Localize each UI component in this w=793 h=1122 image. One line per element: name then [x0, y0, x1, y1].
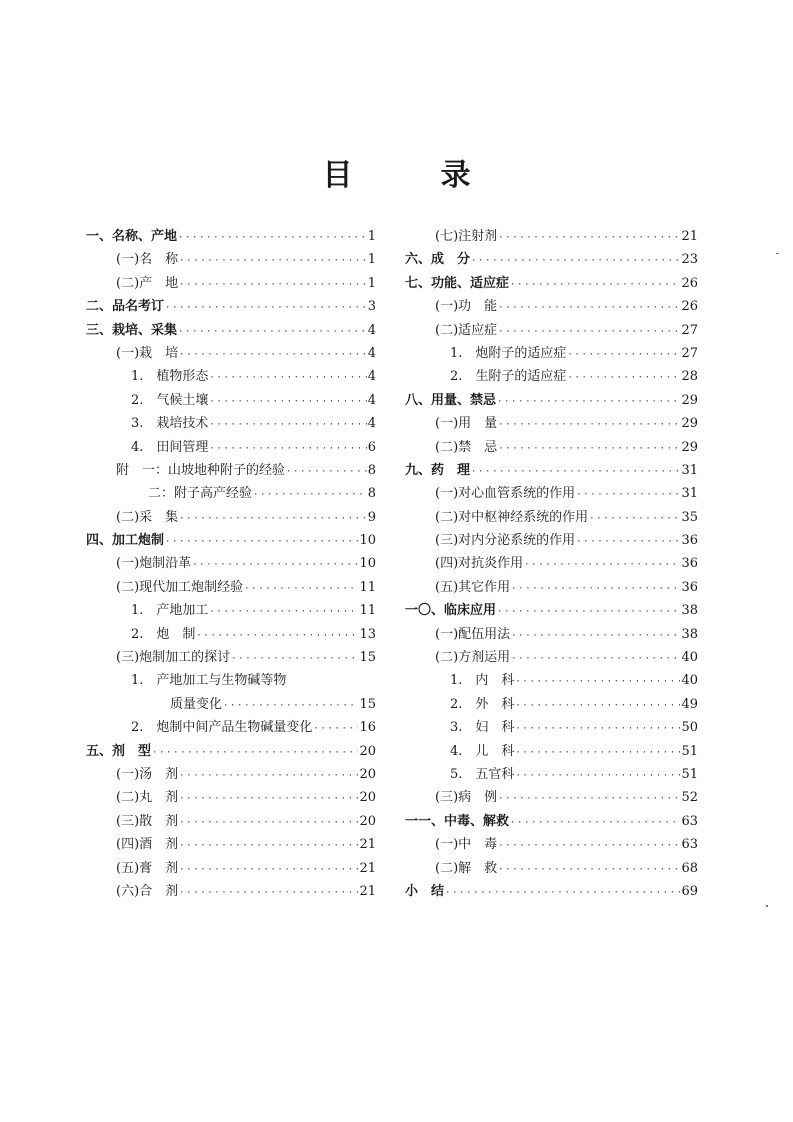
toc-entry-page: 63	[681, 837, 698, 853]
toc-entry-page: 69	[681, 883, 698, 899]
toc-entry-page: 8	[367, 462, 376, 478]
toc-entry[interactable]	[86, 248, 376, 271]
toc-entry[interactable]	[405, 389, 698, 412]
toc-entry[interactable]	[86, 506, 376, 529]
toc-entry[interactable]	[405, 436, 698, 459]
title-char-2: 录	[440, 158, 471, 193]
toc-entry-page: 38	[681, 603, 698, 619]
toc-entry[interactable]	[86, 763, 376, 786]
toc-entry-label: 4. 田间管理	[131, 439, 209, 455]
toc-entry[interactable]	[86, 716, 376, 739]
dot-leader	[209, 599, 358, 622]
dot-leader	[589, 506, 680, 529]
toc-entry-label: (二)方剂运用	[435, 650, 511, 666]
dot-leader	[498, 295, 680, 318]
toc-entry-page: 1	[367, 275, 376, 291]
toc-entry-page: 1	[367, 252, 376, 268]
toc-entry-page: 52	[681, 790, 698, 806]
dot-leader	[498, 833, 680, 856]
toc-entry-page: 10	[359, 556, 376, 572]
toc-entry-page: 15	[359, 696, 376, 712]
dot-leader	[498, 225, 680, 248]
toc-entry[interactable]	[405, 669, 698, 692]
toc-entry[interactable]	[405, 482, 698, 505]
scan-speck	[766, 905, 768, 907]
dot-leader	[179, 880, 358, 903]
toc-entry[interactable]	[405, 599, 698, 622]
toc-entry-label: 小 结	[405, 883, 445, 899]
toc-entry[interactable]	[86, 693, 376, 716]
toc-entry-page: 4	[367, 416, 376, 432]
toc-entry[interactable]	[405, 833, 698, 856]
toc-entry-page: 11	[359, 579, 376, 595]
toc-entry[interactable]	[86, 436, 376, 459]
toc-entry-label: 一〇、临床应用	[405, 603, 497, 619]
toc-entry-label: 3. 妇 科	[450, 720, 515, 736]
dot-leader	[178, 225, 367, 248]
toc-entry-page: 40	[681, 650, 698, 666]
toc-entry-label: 八、用量、禁忌	[405, 392, 497, 408]
toc-entry-page: 21	[359, 837, 376, 853]
dot-leader	[179, 763, 358, 786]
toc-entry-page: 38	[681, 626, 698, 642]
dot-leader	[567, 365, 680, 388]
toc-entry-label: (七)注射剂	[435, 229, 498, 244]
toc-entry-page: 11	[359, 603, 376, 619]
toc-entry-label: (五)膏 剂	[116, 860, 179, 876]
toc-entry-label: (二)解 救	[435, 860, 498, 876]
toc-entry-label: (二)适应症	[435, 322, 498, 338]
toc-entry-label: 二：附子高产经验	[148, 486, 253, 502]
dot-leader	[286, 459, 367, 482]
toc-entry-label: 1. 产地加工与生物碱等物	[131, 673, 287, 689]
dot-leader	[179, 272, 367, 295]
dot-leader	[223, 693, 358, 716]
toc-entry-page: 49	[681, 696, 698, 712]
toc-entry[interactable]	[86, 272, 376, 295]
toc-entry-label: 2. 炮制中间产品生物碱量变化	[131, 720, 313, 736]
toc-entry-label: 3. 栽培技术	[131, 416, 209, 432]
toc-entry[interactable]	[405, 272, 698, 295]
toc-entry-page: 20	[359, 743, 376, 759]
toc-entry-label: 附 一：山坡地种附子的经验	[116, 462, 286, 478]
toc-entry-page: 4	[367, 392, 376, 408]
toc-entry-page: 21	[681, 229, 698, 244]
toc-entry-page: 31	[681, 486, 698, 502]
toc-entry-label: 1. 炮附子的适应症	[450, 345, 567, 361]
toc-entry-page: 20	[359, 766, 376, 782]
dot-leader	[192, 552, 358, 575]
toc-entry[interactable]	[405, 763, 698, 786]
dot-leader	[511, 646, 680, 669]
dot-leader	[511, 623, 680, 646]
toc-entry[interactable]	[405, 365, 698, 388]
toc-entry-page: 9	[367, 509, 376, 525]
toc-entry-label: (二)采 集	[116, 509, 179, 525]
toc-entry-label: (一)汤 剂	[116, 766, 179, 782]
toc-entry[interactable]	[405, 880, 698, 903]
dot-leader	[471, 459, 680, 482]
dot-leader	[209, 436, 366, 459]
toc-entry-label: 1. 植物形态	[131, 369, 209, 385]
dot-leader	[445, 880, 680, 903]
toc-entry-label: (二)产 地	[116, 275, 179, 291]
toc-entry[interactable]	[405, 225, 698, 248]
toc-entry[interactable]	[86, 389, 376, 412]
toc-entry-label: 二、品名考订	[86, 299, 165, 315]
toc-entry[interactable]	[86, 623, 376, 646]
toc-entry-label: (二)对中枢神经系统的作用	[435, 509, 589, 525]
toc-entry-page: 29	[681, 439, 698, 455]
dot-leader	[231, 646, 358, 669]
toc-column-right	[405, 225, 698, 903]
toc-entry-label: (一)名 称	[116, 252, 179, 268]
toc-entry-label: 2. 气候土壤	[131, 392, 209, 408]
dot-leader	[165, 529, 358, 552]
toc-entry[interactable]	[405, 740, 698, 763]
dot-leader	[567, 342, 680, 365]
dot-leader	[209, 365, 366, 388]
toc-entry-label: (四)酒 剂	[116, 837, 179, 853]
dot-leader	[179, 857, 358, 880]
toc-entry-page: 68	[681, 860, 698, 876]
dot-leader	[253, 482, 367, 505]
toc-entry-page: 36	[681, 579, 698, 595]
toc-entry-label: 5. 五官科	[450, 766, 515, 782]
dot-leader	[498, 436, 680, 459]
toc-entry-page: 15	[359, 650, 376, 666]
dot-leader	[510, 272, 680, 295]
dot-leader	[498, 786, 680, 809]
toc-entry-label: 五、剂 型	[86, 743, 152, 759]
dot-leader	[179, 810, 358, 833]
toc-entry-label: (一)栽 培	[116, 345, 179, 361]
toc-entry[interactable]	[86, 599, 376, 622]
toc-entry-page: 27	[681, 345, 698, 361]
dot-leader	[471, 248, 680, 271]
toc-entry-page: 4	[367, 345, 376, 361]
dot-leader	[497, 599, 680, 622]
toc-entry-page: 16	[359, 720, 376, 736]
dot-leader	[179, 342, 367, 365]
toc-entry-page: 10	[359, 533, 376, 549]
toc-entry[interactable]	[405, 506, 698, 529]
dot-leader	[152, 740, 358, 763]
toc-entry[interactable]	[86, 552, 376, 575]
toc-entry-page: 36	[681, 533, 698, 549]
toc-entry-page: 63	[681, 813, 698, 829]
toc-entry[interactable]	[86, 810, 376, 833]
dot-leader	[196, 623, 358, 646]
toc-entry-label: (五)其它作用	[435, 579, 511, 595]
toc-entry-page: 23	[681, 252, 698, 268]
toc-entry-label: 九、药 理	[405, 462, 471, 478]
toc-entry-page: 26	[681, 275, 698, 291]
toc-entry-label: 七、功能、适应症	[405, 275, 510, 291]
dot-leader	[179, 786, 358, 809]
toc-entry-label: (六)合 剂	[116, 883, 179, 899]
toc-entry-label: (三)对内分泌系统的作用	[435, 533, 576, 549]
toc-entry-label: 1. 产地加工	[131, 603, 209, 619]
toc-entry[interactable]	[405, 810, 698, 833]
toc-entry-label: 三、栽培、采集	[86, 322, 178, 338]
toc-entry[interactable]	[86, 225, 376, 248]
toc-entry[interactable]	[405, 623, 698, 646]
toc-entry-page: 29	[681, 416, 698, 432]
toc-entry-label: (二)丸 剂	[116, 790, 179, 806]
toc-entry-page: 4	[367, 369, 376, 385]
toc-entry[interactable]	[86, 880, 376, 903]
toc-entry-label: 四、加工炮制	[86, 533, 165, 549]
toc-entry[interactable]	[86, 529, 376, 552]
toc-entry-label: (四)对抗炎作用	[435, 556, 524, 572]
toc-entry[interactable]	[86, 669, 376, 692]
toc-entry-label: 六、成 分	[405, 252, 471, 268]
toc-entry-label: 1. 内 科	[450, 673, 515, 689]
toc-entry-page: 20	[359, 813, 376, 829]
toc-entry-page: 27	[681, 322, 698, 338]
toc-entry[interactable]	[86, 365, 376, 388]
toc-entry[interactable]	[86, 295, 376, 318]
toc-entry-page: 35	[681, 509, 698, 525]
toc-entry[interactable]	[86, 459, 376, 482]
toc-entry-label: (一)功 能	[435, 299, 498, 315]
toc-entry-label: (二)禁 忌	[435, 439, 498, 455]
toc-entry-label: (一)对心血管系统的作用	[435, 486, 576, 502]
toc-entry[interactable]	[405, 248, 698, 271]
toc-entry-page: 1	[367, 229, 376, 244]
dot-leader	[498, 412, 680, 435]
toc-entry[interactable]	[405, 529, 698, 552]
toc-entry[interactable]	[405, 857, 698, 880]
dot-leader	[515, 763, 680, 786]
title-char-1: 目	[322, 158, 353, 193]
toc-entry-page: 8	[367, 486, 376, 502]
toc-entry-page: 51	[681, 743, 698, 759]
toc-entry[interactable]	[405, 412, 698, 435]
dot-leader	[179, 833, 358, 856]
toc-column-left	[86, 225, 376, 903]
toc-entry[interactable]	[405, 342, 698, 365]
toc-entry-label: (一)配伍用法	[435, 626, 511, 642]
toc-entry-label: 一、名称、产地	[86, 229, 178, 244]
toc-entry-label: 2. 外 科	[450, 696, 515, 712]
toc-entry-page: 3	[367, 299, 376, 315]
dot-leader	[498, 857, 680, 880]
dot-leader	[511, 576, 680, 599]
toc-entry[interactable]	[86, 319, 376, 342]
toc-entry[interactable]	[86, 857, 376, 880]
toc-entry[interactable]	[405, 786, 698, 809]
toc-entry-page: 31	[681, 462, 698, 478]
toc-entry[interactable]	[405, 576, 698, 599]
toc-entry-label: (三)病 例	[435, 790, 498, 806]
toc-entry-label: 一一、中毒、解救	[405, 813, 510, 829]
dot-leader	[498, 319, 680, 342]
toc-entry-label: (二)现代加工炮制经验	[116, 579, 244, 595]
toc-entry[interactable]	[405, 552, 698, 575]
dot-leader	[515, 693, 680, 716]
dot-leader	[515, 669, 680, 692]
dot-leader	[244, 576, 358, 599]
dot-leader	[515, 716, 680, 739]
toc-entry-label: (三)炮制加工的探讨	[116, 650, 231, 666]
toc-entry-label: (一)用 量	[435, 416, 498, 432]
toc-entry-page: 21	[359, 883, 376, 899]
toc-entry-page: 4	[367, 322, 376, 338]
toc-entry[interactable]	[86, 740, 376, 763]
toc-entry[interactable]	[405, 646, 698, 669]
dot-leader	[179, 248, 367, 271]
toc-entry-page: 21	[359, 860, 376, 876]
toc-entry-label: (一)炮制沿革	[116, 556, 192, 572]
toc-entry[interactable]	[405, 295, 698, 318]
dot-leader	[510, 810, 680, 833]
toc-entry-label: 4. 儿 科	[450, 743, 515, 759]
toc-entry[interactable]	[405, 459, 698, 482]
toc-entry[interactable]	[86, 482, 376, 505]
toc-entry[interactable]	[86, 646, 376, 669]
toc-entry[interactable]	[86, 412, 376, 435]
toc-entry-page: 13	[359, 626, 376, 642]
toc-entry-label: 2. 炮 制	[131, 626, 196, 642]
toc-entry-label: 质量变化	[170, 696, 223, 712]
toc-entry-label: (一)中 毒	[435, 837, 498, 853]
dot-leader	[209, 412, 366, 435]
toc-entry-label: 2. 生附子的适应症	[450, 369, 567, 385]
toc-entry-page: 51	[681, 766, 698, 782]
toc-entry[interactable]	[405, 716, 698, 739]
toc-entry-page: 20	[359, 790, 376, 806]
dot-leader	[165, 295, 367, 318]
dot-leader	[179, 506, 367, 529]
toc-entry[interactable]	[405, 693, 698, 716]
toc-entry-label: (三)散 剂	[116, 813, 179, 829]
toc-entry[interactable]	[86, 342, 376, 365]
dot-leader	[209, 389, 366, 412]
dot-leader	[497, 389, 680, 412]
toc-entry-page: 40	[681, 673, 698, 689]
toc-entry[interactable]	[86, 833, 376, 856]
dot-leader	[313, 716, 358, 739]
toc-entry[interactable]	[86, 576, 376, 599]
dot-leader	[576, 482, 680, 505]
scan-speck	[776, 253, 779, 254]
dot-leader	[515, 740, 680, 763]
toc-entry-page: 28	[681, 369, 698, 385]
dot-leader	[524, 552, 680, 575]
toc-entry-page: 26	[681, 299, 698, 315]
dot-leader	[178, 319, 367, 342]
toc-entry-page: 50	[681, 720, 698, 736]
toc-entry[interactable]	[405, 319, 698, 342]
toc-entry-page: 6	[367, 439, 376, 455]
toc-entry[interactable]	[86, 786, 376, 809]
dot-leader	[576, 529, 680, 552]
page-title	[0, 150, 793, 194]
toc-entry-page: 36	[681, 556, 698, 572]
toc-entry-page: 29	[681, 392, 698, 408]
